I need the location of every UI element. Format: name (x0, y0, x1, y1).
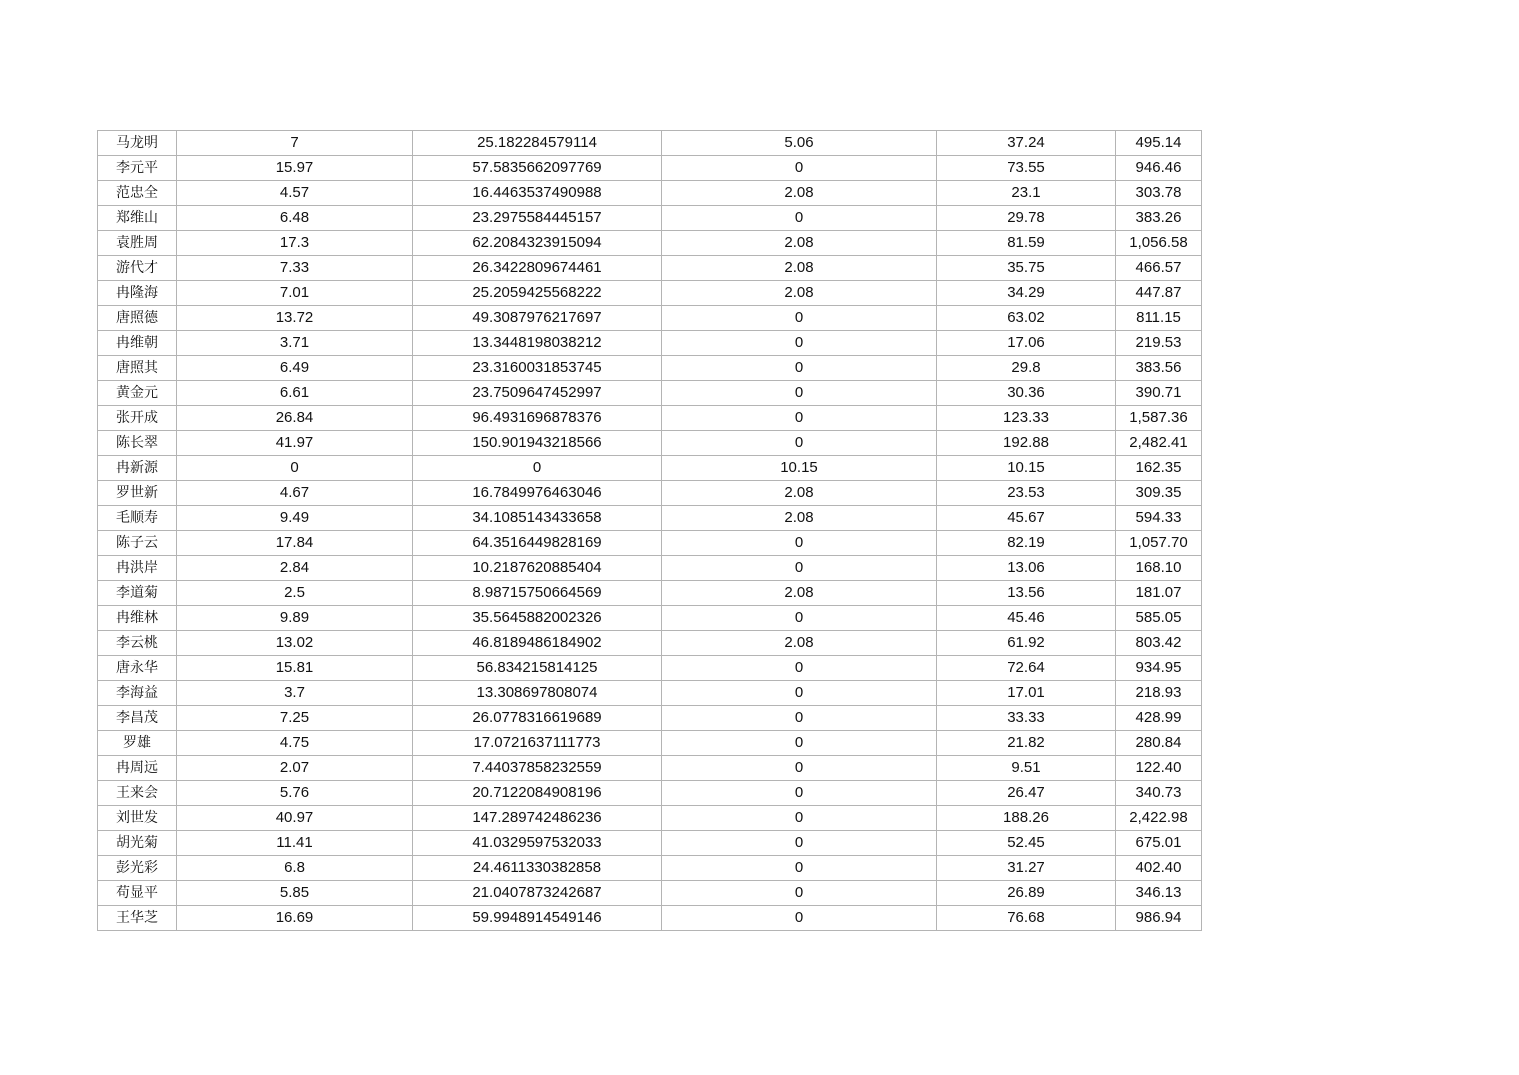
total-cell: 346.13 (1116, 881, 1202, 906)
total-cell: 181.07 (1116, 581, 1202, 606)
name-cell: 马龙明 (98, 131, 177, 156)
table-row (98, 706, 1202, 731)
table-row (98, 806, 1202, 831)
value-cell-4: 52.45 (937, 831, 1116, 856)
total-cell: 675.01 (1116, 831, 1202, 856)
value-cell-4: 9.51 (937, 756, 1116, 781)
name-cell: 王来会 (98, 781, 177, 806)
value-cell-1: 4.67 (177, 481, 413, 506)
total-cell: 218.93 (1116, 681, 1202, 706)
total-cell: 428.99 (1116, 706, 1202, 731)
table-row (98, 756, 1202, 781)
value-cell-2: 96.4931696878376 (413, 406, 662, 431)
total-cell: 1,587.36 (1116, 406, 1202, 431)
value-cell-1: 6.49 (177, 356, 413, 381)
value-cell-1: 6.8 (177, 856, 413, 881)
value-cell-4: 21.82 (937, 731, 1116, 756)
total-cell: 280.84 (1116, 731, 1202, 756)
value-cell-1: 7.01 (177, 281, 413, 306)
table-row (98, 531, 1202, 556)
value-cell-1: 13.02 (177, 631, 413, 656)
value-cell-3: 2.08 (662, 231, 937, 256)
data-table (97, 130, 1202, 931)
value-cell-3: 0 (662, 856, 937, 881)
value-cell-2: 16.4463537490988 (413, 181, 662, 206)
table-row (98, 406, 1202, 431)
total-cell: 219.53 (1116, 331, 1202, 356)
value-cell-2: 25.182284579114 (413, 131, 662, 156)
value-cell-1: 7.25 (177, 706, 413, 731)
value-cell-1: 9.49 (177, 506, 413, 531)
value-cell-1: 4.75 (177, 731, 413, 756)
name-cell: 李海益 (98, 681, 177, 706)
name-cell: 冉维朝 (98, 331, 177, 356)
value-cell-2: 26.3422809674461 (413, 256, 662, 281)
value-cell-4: 188.26 (937, 806, 1116, 831)
total-cell: 340.73 (1116, 781, 1202, 806)
total-cell: 390.71 (1116, 381, 1202, 406)
value-cell-4: 63.02 (937, 306, 1116, 331)
value-cell-2: 23.3160031853745 (413, 356, 662, 381)
table-row (98, 256, 1202, 281)
value-cell-3: 0 (662, 781, 937, 806)
table-row (98, 206, 1202, 231)
value-cell-4: 37.24 (937, 131, 1116, 156)
table-row (98, 381, 1202, 406)
table-row (98, 131, 1202, 156)
value-cell-2: 25.2059425568222 (413, 281, 662, 306)
value-cell-1: 2.07 (177, 756, 413, 781)
value-cell-1: 2.5 (177, 581, 413, 606)
name-cell: 唐永华 (98, 656, 177, 681)
total-cell: 803.42 (1116, 631, 1202, 656)
value-cell-2: 57.5835662097769 (413, 156, 662, 181)
value-cell-1: 4.57 (177, 181, 413, 206)
value-cell-2: 49.3087976217697 (413, 306, 662, 331)
value-cell-4: 81.59 (937, 231, 1116, 256)
value-cell-3: 2.08 (662, 481, 937, 506)
value-cell-3: 0 (662, 756, 937, 781)
value-cell-1: 40.97 (177, 806, 413, 831)
value-cell-2: 0 (413, 456, 662, 481)
value-cell-3: 0 (662, 531, 937, 556)
value-cell-2: 147.289742486236 (413, 806, 662, 831)
total-cell: 162.35 (1116, 456, 1202, 481)
value-cell-2: 34.1085143433658 (413, 506, 662, 531)
value-cell-4: 23.53 (937, 481, 1116, 506)
table-row (98, 656, 1202, 681)
value-cell-1: 5.85 (177, 881, 413, 906)
value-cell-4: 17.06 (937, 331, 1116, 356)
value-cell-1: 17.84 (177, 531, 413, 556)
value-cell-3: 0 (662, 406, 937, 431)
name-cell: 王华芝 (98, 906, 177, 931)
value-cell-4: 82.19 (937, 531, 1116, 556)
value-cell-1: 11.41 (177, 831, 413, 856)
value-cell-3: 2.08 (662, 581, 937, 606)
value-cell-4: 45.46 (937, 606, 1116, 631)
value-cell-3: 2.08 (662, 506, 937, 531)
name-cell: 游代才 (98, 256, 177, 281)
value-cell-4: 30.36 (937, 381, 1116, 406)
table-row (98, 356, 1202, 381)
value-cell-4: 33.33 (937, 706, 1116, 731)
name-cell: 罗世新 (98, 481, 177, 506)
value-cell-2: 26.0778316619689 (413, 706, 662, 731)
value-cell-2: 41.0329597532033 (413, 831, 662, 856)
value-cell-4: 10.15 (937, 456, 1116, 481)
value-cell-4: 192.88 (937, 431, 1116, 456)
name-cell: 冉隆海 (98, 281, 177, 306)
name-cell: 冉周远 (98, 756, 177, 781)
total-cell: 986.94 (1116, 906, 1202, 931)
value-cell-1: 16.69 (177, 906, 413, 931)
value-cell-4: 73.55 (937, 156, 1116, 181)
total-cell: 383.56 (1116, 356, 1202, 381)
name-cell: 唐照其 (98, 356, 177, 381)
value-cell-2: 62.2084323915094 (413, 231, 662, 256)
name-cell: 胡光菊 (98, 831, 177, 856)
value-cell-4: 17.01 (937, 681, 1116, 706)
total-cell: 447.87 (1116, 281, 1202, 306)
table-row (98, 506, 1202, 531)
value-cell-2: 23.2975584445157 (413, 206, 662, 231)
total-cell: 2,482.41 (1116, 431, 1202, 456)
value-cell-2: 8.98715750664569 (413, 581, 662, 606)
name-cell: 陈子云 (98, 531, 177, 556)
value-cell-2: 35.5645882002326 (413, 606, 662, 631)
value-cell-3: 0 (662, 881, 937, 906)
total-cell: 495.14 (1116, 131, 1202, 156)
value-cell-4: 26.47 (937, 781, 1116, 806)
total-cell: 122.40 (1116, 756, 1202, 781)
value-cell-3: 0 (662, 806, 937, 831)
value-cell-1: 2.84 (177, 556, 413, 581)
table-row (98, 781, 1202, 806)
value-cell-3: 0 (662, 156, 937, 181)
name-cell: 范忠全 (98, 181, 177, 206)
total-cell: 1,057.70 (1116, 531, 1202, 556)
value-cell-2: 10.2187620885404 (413, 556, 662, 581)
value-cell-3: 0 (662, 356, 937, 381)
total-cell: 303.78 (1116, 181, 1202, 206)
value-cell-3: 0 (662, 656, 937, 681)
value-cell-2: 64.3516449828169 (413, 531, 662, 556)
name-cell: 彭光彩 (98, 856, 177, 881)
value-cell-4: 61.92 (937, 631, 1116, 656)
value-cell-3: 0 (662, 606, 937, 631)
value-cell-3: 0 (662, 706, 937, 731)
value-cell-2: 59.9948914549146 (413, 906, 662, 931)
value-cell-1: 15.81 (177, 656, 413, 681)
value-cell-3: 0 (662, 831, 937, 856)
name-cell: 冉维林 (98, 606, 177, 631)
value-cell-4: 13.56 (937, 581, 1116, 606)
total-cell: 585.05 (1116, 606, 1202, 631)
name-cell: 罗雄 (98, 731, 177, 756)
value-cell-1: 26.84 (177, 406, 413, 431)
total-cell: 168.10 (1116, 556, 1202, 581)
table-row (98, 631, 1202, 656)
value-cell-2: 24.4611330382858 (413, 856, 662, 881)
value-cell-2: 150.901943218566 (413, 431, 662, 456)
name-cell: 袁胜周 (98, 231, 177, 256)
value-cell-4: 35.75 (937, 256, 1116, 281)
value-cell-1: 15.97 (177, 156, 413, 181)
value-cell-1: 6.61 (177, 381, 413, 406)
value-cell-4: 45.67 (937, 506, 1116, 531)
value-cell-1: 7.33 (177, 256, 413, 281)
total-cell: 402.40 (1116, 856, 1202, 881)
table-row (98, 156, 1202, 181)
value-cell-3: 0 (662, 381, 937, 406)
name-cell: 陈长翠 (98, 431, 177, 456)
table-row (98, 906, 1202, 931)
name-cell: 苟显平 (98, 881, 177, 906)
value-cell-2: 20.7122084908196 (413, 781, 662, 806)
value-cell-3: 0 (662, 731, 937, 756)
table-row (98, 181, 1202, 206)
value-cell-3: 0 (662, 431, 937, 456)
table-row (98, 581, 1202, 606)
table-row (98, 431, 1202, 456)
value-cell-3: 0 (662, 306, 937, 331)
total-cell: 466.57 (1116, 256, 1202, 281)
table-row (98, 481, 1202, 506)
table-row (98, 231, 1202, 256)
value-cell-4: 76.68 (937, 906, 1116, 931)
value-cell-1: 3.71 (177, 331, 413, 356)
value-cell-3: 0 (662, 206, 937, 231)
value-cell-4: 26.89 (937, 881, 1116, 906)
value-cell-4: 23.1 (937, 181, 1116, 206)
value-cell-2: 46.8189486184902 (413, 631, 662, 656)
table-row (98, 681, 1202, 706)
total-cell: 934.95 (1116, 656, 1202, 681)
table-row (98, 831, 1202, 856)
value-cell-4: 29.78 (937, 206, 1116, 231)
value-cell-1: 7 (177, 131, 413, 156)
value-cell-2: 23.7509647452997 (413, 381, 662, 406)
value-cell-4: 29.8 (937, 356, 1116, 381)
total-cell: 811.15 (1116, 306, 1202, 331)
value-cell-1: 3.7 (177, 681, 413, 706)
name-cell: 毛顺寿 (98, 506, 177, 531)
value-cell-4: 31.27 (937, 856, 1116, 881)
table-row (98, 881, 1202, 906)
value-cell-3: 2.08 (662, 256, 937, 281)
value-cell-4: 34.29 (937, 281, 1116, 306)
name-cell: 李云桃 (98, 631, 177, 656)
value-cell-1: 0 (177, 456, 413, 481)
value-cell-2: 13.308697808074 (413, 681, 662, 706)
table-row (98, 456, 1202, 481)
value-cell-2: 21.0407873242687 (413, 881, 662, 906)
value-cell-4: 123.33 (937, 406, 1116, 431)
name-cell: 冉洪岸 (98, 556, 177, 581)
value-cell-3: 2.08 (662, 631, 937, 656)
total-cell: 309.35 (1116, 481, 1202, 506)
value-cell-3: 0 (662, 681, 937, 706)
value-cell-1: 6.48 (177, 206, 413, 231)
value-cell-1: 9.89 (177, 606, 413, 631)
table-row (98, 606, 1202, 631)
name-cell: 李昌茂 (98, 706, 177, 731)
table-row (98, 556, 1202, 581)
value-cell-4: 13.06 (937, 556, 1116, 581)
value-cell-3: 0 (662, 906, 937, 931)
name-cell: 冉新源 (98, 456, 177, 481)
value-cell-1: 41.97 (177, 431, 413, 456)
name-cell: 唐照德 (98, 306, 177, 331)
value-cell-2: 16.7849976463046 (413, 481, 662, 506)
name-cell: 黄金元 (98, 381, 177, 406)
value-cell-3: 2.08 (662, 281, 937, 306)
table-row (98, 731, 1202, 756)
total-cell: 594.33 (1116, 506, 1202, 531)
name-cell: 李道菊 (98, 581, 177, 606)
table-body (98, 131, 1202, 931)
value-cell-2: 13.3448198038212 (413, 331, 662, 356)
table-row (98, 331, 1202, 356)
name-cell: 张开成 (98, 406, 177, 431)
name-cell: 郑维山 (98, 206, 177, 231)
total-cell: 2,422.98 (1116, 806, 1202, 831)
table-row (98, 306, 1202, 331)
value-cell-2: 17.0721637111773 (413, 731, 662, 756)
value-cell-3: 5.06 (662, 131, 937, 156)
value-cell-1: 13.72 (177, 306, 413, 331)
total-cell: 946.46 (1116, 156, 1202, 181)
total-cell: 1,056.58 (1116, 231, 1202, 256)
value-cell-1: 17.3 (177, 231, 413, 256)
value-cell-4: 72.64 (937, 656, 1116, 681)
name-cell: 李元平 (98, 156, 177, 181)
table-row (98, 856, 1202, 881)
value-cell-3: 10.15 (662, 456, 937, 481)
total-cell: 383.26 (1116, 206, 1202, 231)
value-cell-3: 0 (662, 331, 937, 356)
value-cell-2: 7.44037858232559 (413, 756, 662, 781)
value-cell-3: 2.08 (662, 181, 937, 206)
value-cell-3: 0 (662, 556, 937, 581)
value-cell-1: 5.76 (177, 781, 413, 806)
value-cell-2: 56.834215814125 (413, 656, 662, 681)
name-cell: 刘世发 (98, 806, 177, 831)
table-row (98, 281, 1202, 306)
